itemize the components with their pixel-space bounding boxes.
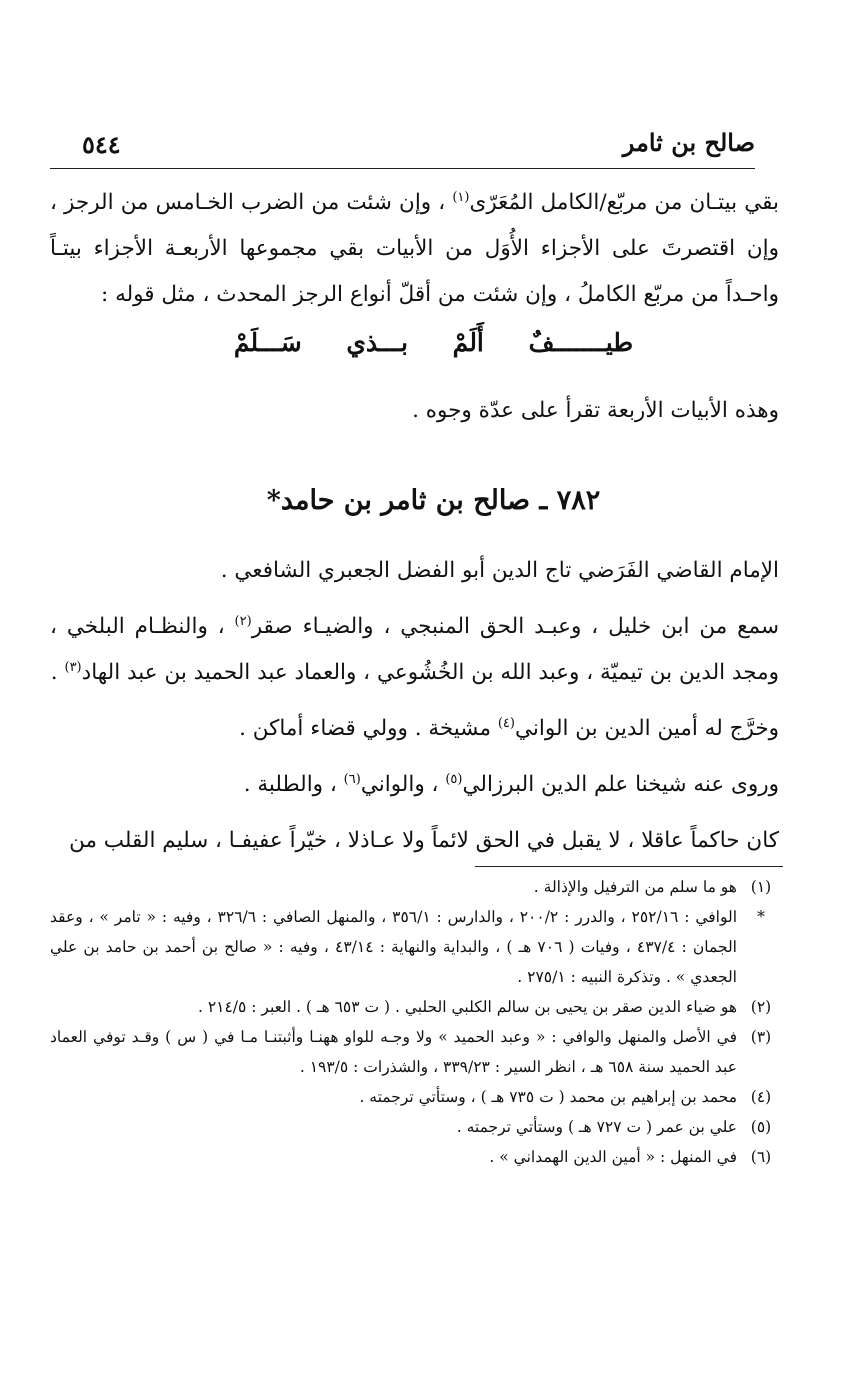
footnote-item — [50, 992, 785, 1022]
intro-closing — [50, 388, 779, 434]
footnote-mark: (١) — [750, 878, 772, 896]
intro-text-a: بقي بيتـان من مربّع/الكامل المُعَرّى — [469, 190, 779, 215]
entry-para-2 — [50, 604, 779, 696]
footnote-mark: (٣) — [750, 1028, 772, 1046]
intro-text-b: ، وإن شئت من الضرب الخـامس من الرجز ، وإن اقتصرتَ على الأجزاء الأُوَل من الأبيات بقي مجموعها الأربعـة الأجزاء بيتـاً واحـداً من مربّع الكاملُ ، وإن شئت من أقلّ أنواع الرجز المحدث ، مثل قوله : — [50, 190, 779, 307]
footnote-item — [50, 1022, 785, 1082]
footnote-text: الوافي : ٢٥٢/١٦ ، والدرر : ٢٠٠/٢ ، والدارس : ٣٥٦/١ ، والمنهل الصافي : ٣٢٦/٦ ، وفيه : « تامر » ، وعقد الجمان : ٤٣٧/٤ ، وفيات ( ٧٠٦ هـ ) ، والبداية والنهاية : ٤٣/١٤ ، وفيه : « صالح بن أحمد بن حامد بن علي الجعدي » . وتذكرة النبيه : ٢٧٥/١ . — [50, 908, 738, 986]
entry-para-3 — [50, 706, 779, 752]
entry-para-2-b: ، والنظـام البلخي ، ومجد الدين بن تيميّة ، وعبد الله بن الخُشُوعي ، والعماد عبد الحميد بن عبد الهاد — [50, 614, 779, 685]
footnote-ref-4[interactable]: (٤) — [497, 715, 515, 731]
footnote-mark: (٤) — [750, 1088, 772, 1106]
footnote-item — [50, 902, 785, 992]
footnote-ref-2[interactable]: (٢) — [234, 613, 252, 629]
entry-para-5: كان حاكماً عاقلا ، لا يقبل في الحق لائماً ولا عـاذلا ، خيّراً عفيفـا ، سليم القلب من — [69, 828, 779, 853]
intro-closing-text: وهذه الأبيات الأربعة تقرأ على عدّة وجوه . — [412, 398, 779, 423]
entry-para-2-c: . — [50, 660, 58, 685]
footnote-text: في الأصل والمنهل والوافي : « وعبد الحميد » ولا وجـه للواو ههنـا وأثبتنـا مـا في ( س ) وقـد توفي العماد عبد الحميد سنة ٦٥٨ هـ ، انظر السير : ٣٣٩/٢٣ ، والشذرات : ١٩٣/٥ . — [50, 1028, 737, 1076]
footnote-mark: (٦) — [750, 1148, 772, 1166]
footnote-divider — [475, 866, 783, 867]
footnote-text: علي بن عمر ( ت ٧٢٧ هـ ) وستأتي ترجمته . — [456, 1118, 737, 1136]
footnotes — [50, 872, 785, 1172]
entry-para-4-a: وروى عنه شيخنا علم الدين البرزالي — [462, 772, 779, 797]
entry-heading: ٧٨٢ ـ صالح بن ثامر بن حامد* — [266, 485, 601, 516]
footnote-item — [50, 872, 785, 902]
entry-para-4-c: ، والطلبة . — [243, 772, 337, 797]
footnote-mark: (٢) — [750, 998, 772, 1016]
entry-para-2-a: سمع من ابن خليل ، وعبـد الحق المنبجي ، والضيـاء صقر — [251, 614, 779, 639]
footnote-mark: * — [757, 908, 765, 926]
footnote-text: هو ضياء الدين صقر بن يحيى بن سالم الكلبي الحلبي . ( ت ٦٥٣ هـ ) . العبر : ٢١٤/٥ . — [197, 998, 737, 1016]
entry-para-4-b: ، والواني — [360, 772, 439, 797]
footnote-ref-6[interactable]: (٦) — [343, 771, 361, 787]
entry-para-4 — [50, 762, 779, 808]
footnote-item — [50, 1112, 785, 1142]
footnote-ref-1[interactable]: (١) — [452, 189, 470, 205]
footnote-item — [50, 1142, 785, 1172]
footnote-text: محمد بن إبراهيم بن محمد ( ت ٧٣٥ هـ ) ، وستأتي ترجمته . — [359, 1088, 737, 1106]
footnote-mark: (٥) — [750, 1118, 772, 1136]
running-title: صالح بن ثامر — [622, 128, 755, 157]
verse-line: طيـــــــفٌ أَلَمْ بـــذي سَـــلَمْ — [233, 328, 634, 357]
footnote-ref-5[interactable]: (٥) — [445, 771, 463, 787]
entry-body — [50, 548, 779, 864]
entry-para-1: الإمام القاضي الفَرَضي تاج الدين أبو الفضل الجعبري الشافعي . — [220, 558, 779, 583]
entry-para-3-a: وخرَّج له أمين الدين بن الواني — [514, 716, 779, 741]
footnote-text: هو ما سلم من الترفيل والإذالة . — [533, 878, 737, 896]
page-number: ٥٤٤ — [82, 130, 121, 159]
intro-paragraph — [50, 180, 779, 318]
footnote-ref-3[interactable]: (٣) — [64, 659, 82, 675]
footnote-item — [50, 1082, 785, 1112]
page-header — [50, 128, 755, 169]
entry-para-3-b: مشيخة . وولي قضاء أماكن . — [239, 716, 491, 741]
footnote-text: في المنهل : « أمين الدين الهمداني » . — [489, 1148, 737, 1166]
